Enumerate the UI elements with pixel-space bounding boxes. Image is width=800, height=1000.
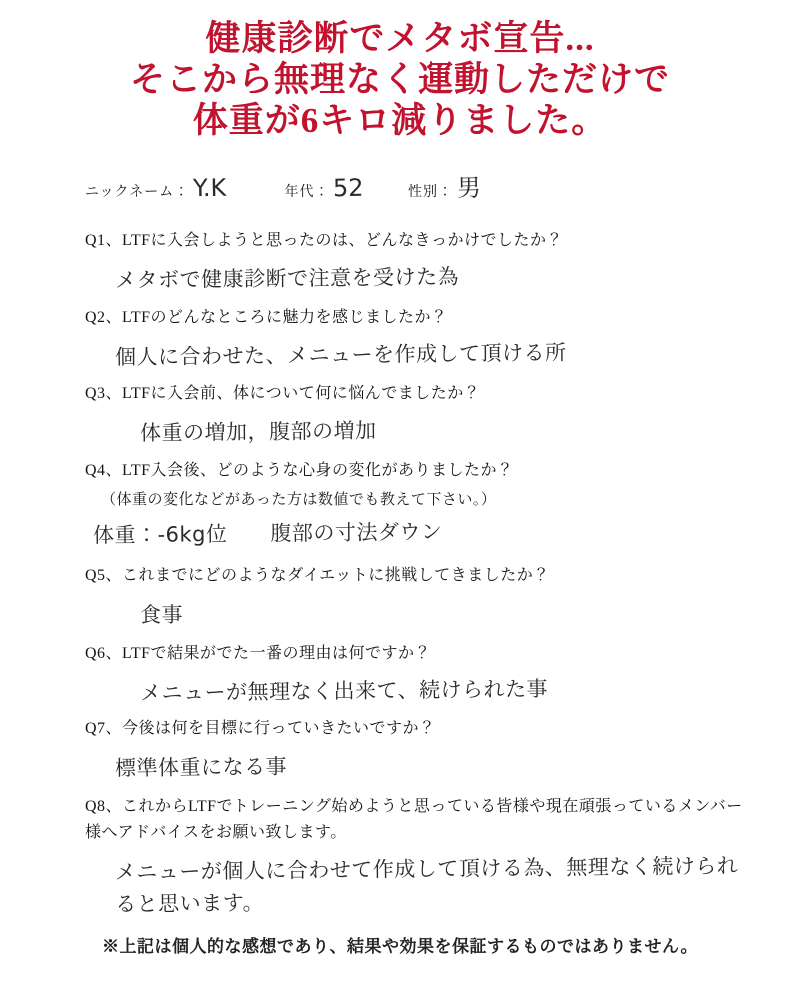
title-line-1: 健康診断でメタボ宣告... bbox=[205, 19, 595, 58]
title-line-2: そこから無理なく運動しただけで bbox=[129, 60, 670, 99]
disclaimer-text: ※上記は個人的な感想であり、結果や効果を保証するものではありません。 bbox=[101, 937, 699, 956]
question-block-1 bbox=[85, 228, 745, 293]
question-block-4 bbox=[85, 458, 745, 548]
question-block-3 bbox=[85, 381, 745, 446]
question-text: Q2、LTFのどんなところに魅力を感じましたか？ bbox=[85, 309, 448, 326]
page-title bbox=[0, 18, 800, 141]
nickname-value: Y.K bbox=[193, 173, 227, 203]
age-value: 52 bbox=[333, 173, 365, 203]
profile-row bbox=[85, 168, 745, 203]
answer-text: メニューが個人に合わせて作成して頂ける為、無理なく続けられると思います。 bbox=[114, 853, 739, 917]
gender-value: 男 bbox=[456, 173, 482, 203]
nickname-label: ニックネーム： bbox=[85, 185, 190, 200]
title-line-3: 体重が6キロ減りました。 bbox=[192, 101, 608, 140]
answer-text: 標準体重になる事 bbox=[114, 754, 288, 781]
question-block-6 bbox=[85, 641, 745, 706]
question-block-5 bbox=[85, 563, 745, 628]
age-label: 年代： bbox=[284, 185, 330, 200]
question-block-8 bbox=[85, 794, 745, 917]
question-text: Q3、LTFに入会前、体について何に悩んでましたか？ bbox=[85, 385, 481, 402]
question-note: （体重の変化などがあった方は数値でも教えて下さい。） bbox=[101, 492, 497, 508]
gender-label: 性別： bbox=[408, 185, 454, 200]
question-text: Q8、これからLTFでトレーニング始めようと思っている皆様や現在頑張っているメンバー様へアドバイスをお願い致します。 bbox=[85, 798, 743, 841]
question-text: Q6、LTFで結果がでた一番の理由は何ですか？ bbox=[85, 645, 432, 662]
answer-text: 個人に合わせた、メニューを作成して頂ける所 bbox=[114, 340, 567, 370]
answer-text: 食事 bbox=[139, 602, 184, 628]
question-text: Q1、LTFに入会しようと思ったのは、どんなきっかけでしたか？ bbox=[85, 232, 564, 249]
question-block-2 bbox=[85, 305, 745, 370]
question-text: Q5、これまでにどのようなダイエットに挑戦してきましたか？ bbox=[85, 567, 550, 584]
answer-text: メタボで健康診断で注意を受けた為 bbox=[114, 264, 460, 293]
question-text: Q7、今後は何を目標に行っていきたいですか？ bbox=[85, 720, 436, 737]
answer-text: 体重の増加，腹部の増加 bbox=[139, 418, 377, 446]
question-text: Q4、LTF入会後、どのような心身の変化がありましたか？ bbox=[85, 462, 514, 479]
question-block-7 bbox=[85, 716, 745, 781]
answer-text: メニューが無理なく出来て、続けられた事 bbox=[139, 676, 549, 706]
answer-text: 体重：-6kg位 腹部の寸法ダウン bbox=[92, 519, 443, 548]
